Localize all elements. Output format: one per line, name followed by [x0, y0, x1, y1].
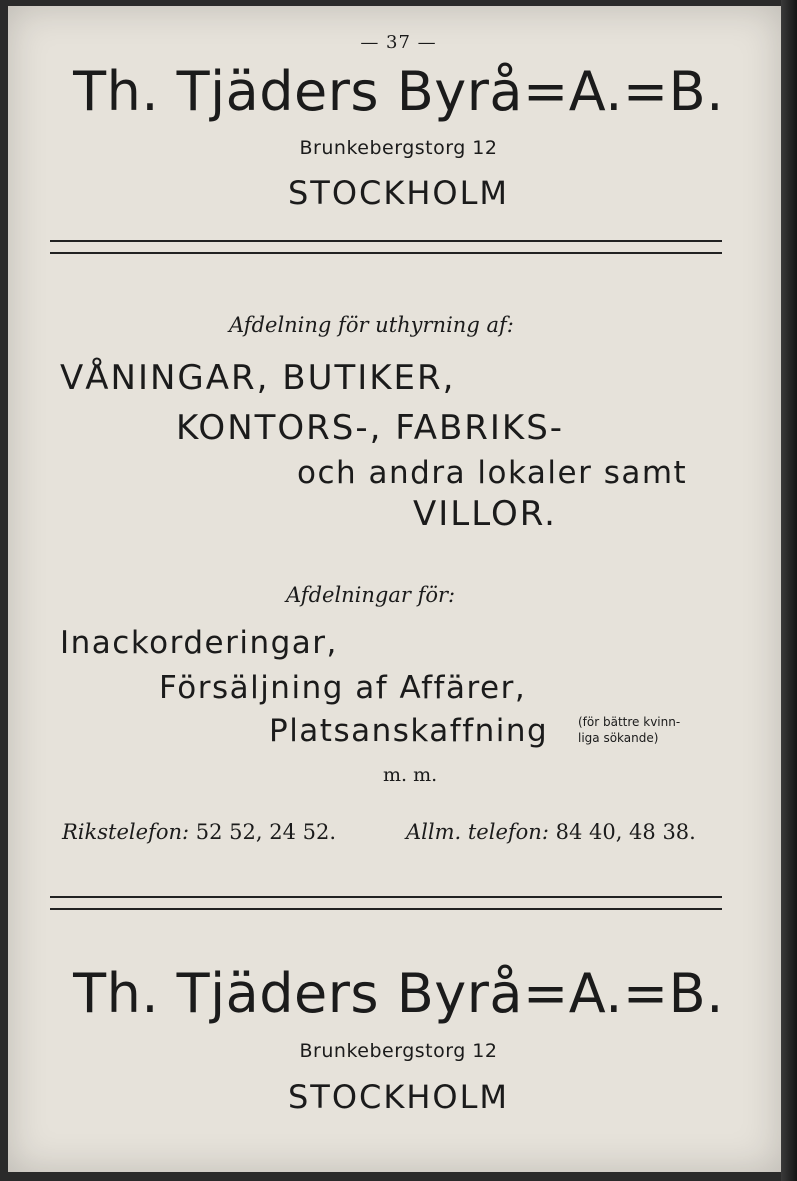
page-number: — 37 — [360, 32, 437, 53]
allm-numbers: 84 40, 48 38. [555, 820, 696, 844]
departments-line-3: Platsanskaffning [269, 713, 549, 749]
header-address: Brunkebergstorg 12 [299, 137, 498, 159]
departments-line-2: Försäljning af Affärer, [159, 670, 527, 706]
departments-note-2: liga sökande) [578, 731, 659, 745]
departments-heading: Afdelningar för: [286, 583, 456, 607]
rental-line-4: VILLOR. [413, 494, 557, 534]
riks-telephone [62, 820, 336, 844]
riks-label: Rikstelefon: [62, 820, 190, 844]
top-divider [50, 240, 722, 254]
rental-line-2: KONTORS-, FABRIKS- [176, 408, 565, 448]
rental-line-3: och andra lokaler samt [297, 455, 688, 491]
footer-city: STOCKHOLM [287, 1078, 510, 1116]
departments-line-1: Inackorderingar, [60, 625, 338, 661]
header-city: STOCKHOLM [287, 174, 510, 212]
departments-etc: m. m. [383, 764, 438, 786]
departments-note-1: (för bättre kvinn- [578, 715, 681, 729]
header-firm-name: Th. Tjäders Byrå=A.=B. [73, 60, 724, 123]
rental-line-1: VÅNINGAR, BUTIKER, [60, 358, 456, 398]
rental-heading: Afdelning för uthyrning af: [229, 313, 514, 337]
footer-firm-name: Th. Tjäders Byrå=A.=B. [73, 962, 724, 1025]
allm-label: Allm. telefon: [406, 820, 549, 844]
footer-address: Brunkebergstorg 12 [299, 1040, 498, 1062]
allm-telephone [406, 820, 696, 844]
bottom-divider [50, 896, 722, 910]
riks-numbers: 52 52, 24 52. [195, 820, 337, 844]
